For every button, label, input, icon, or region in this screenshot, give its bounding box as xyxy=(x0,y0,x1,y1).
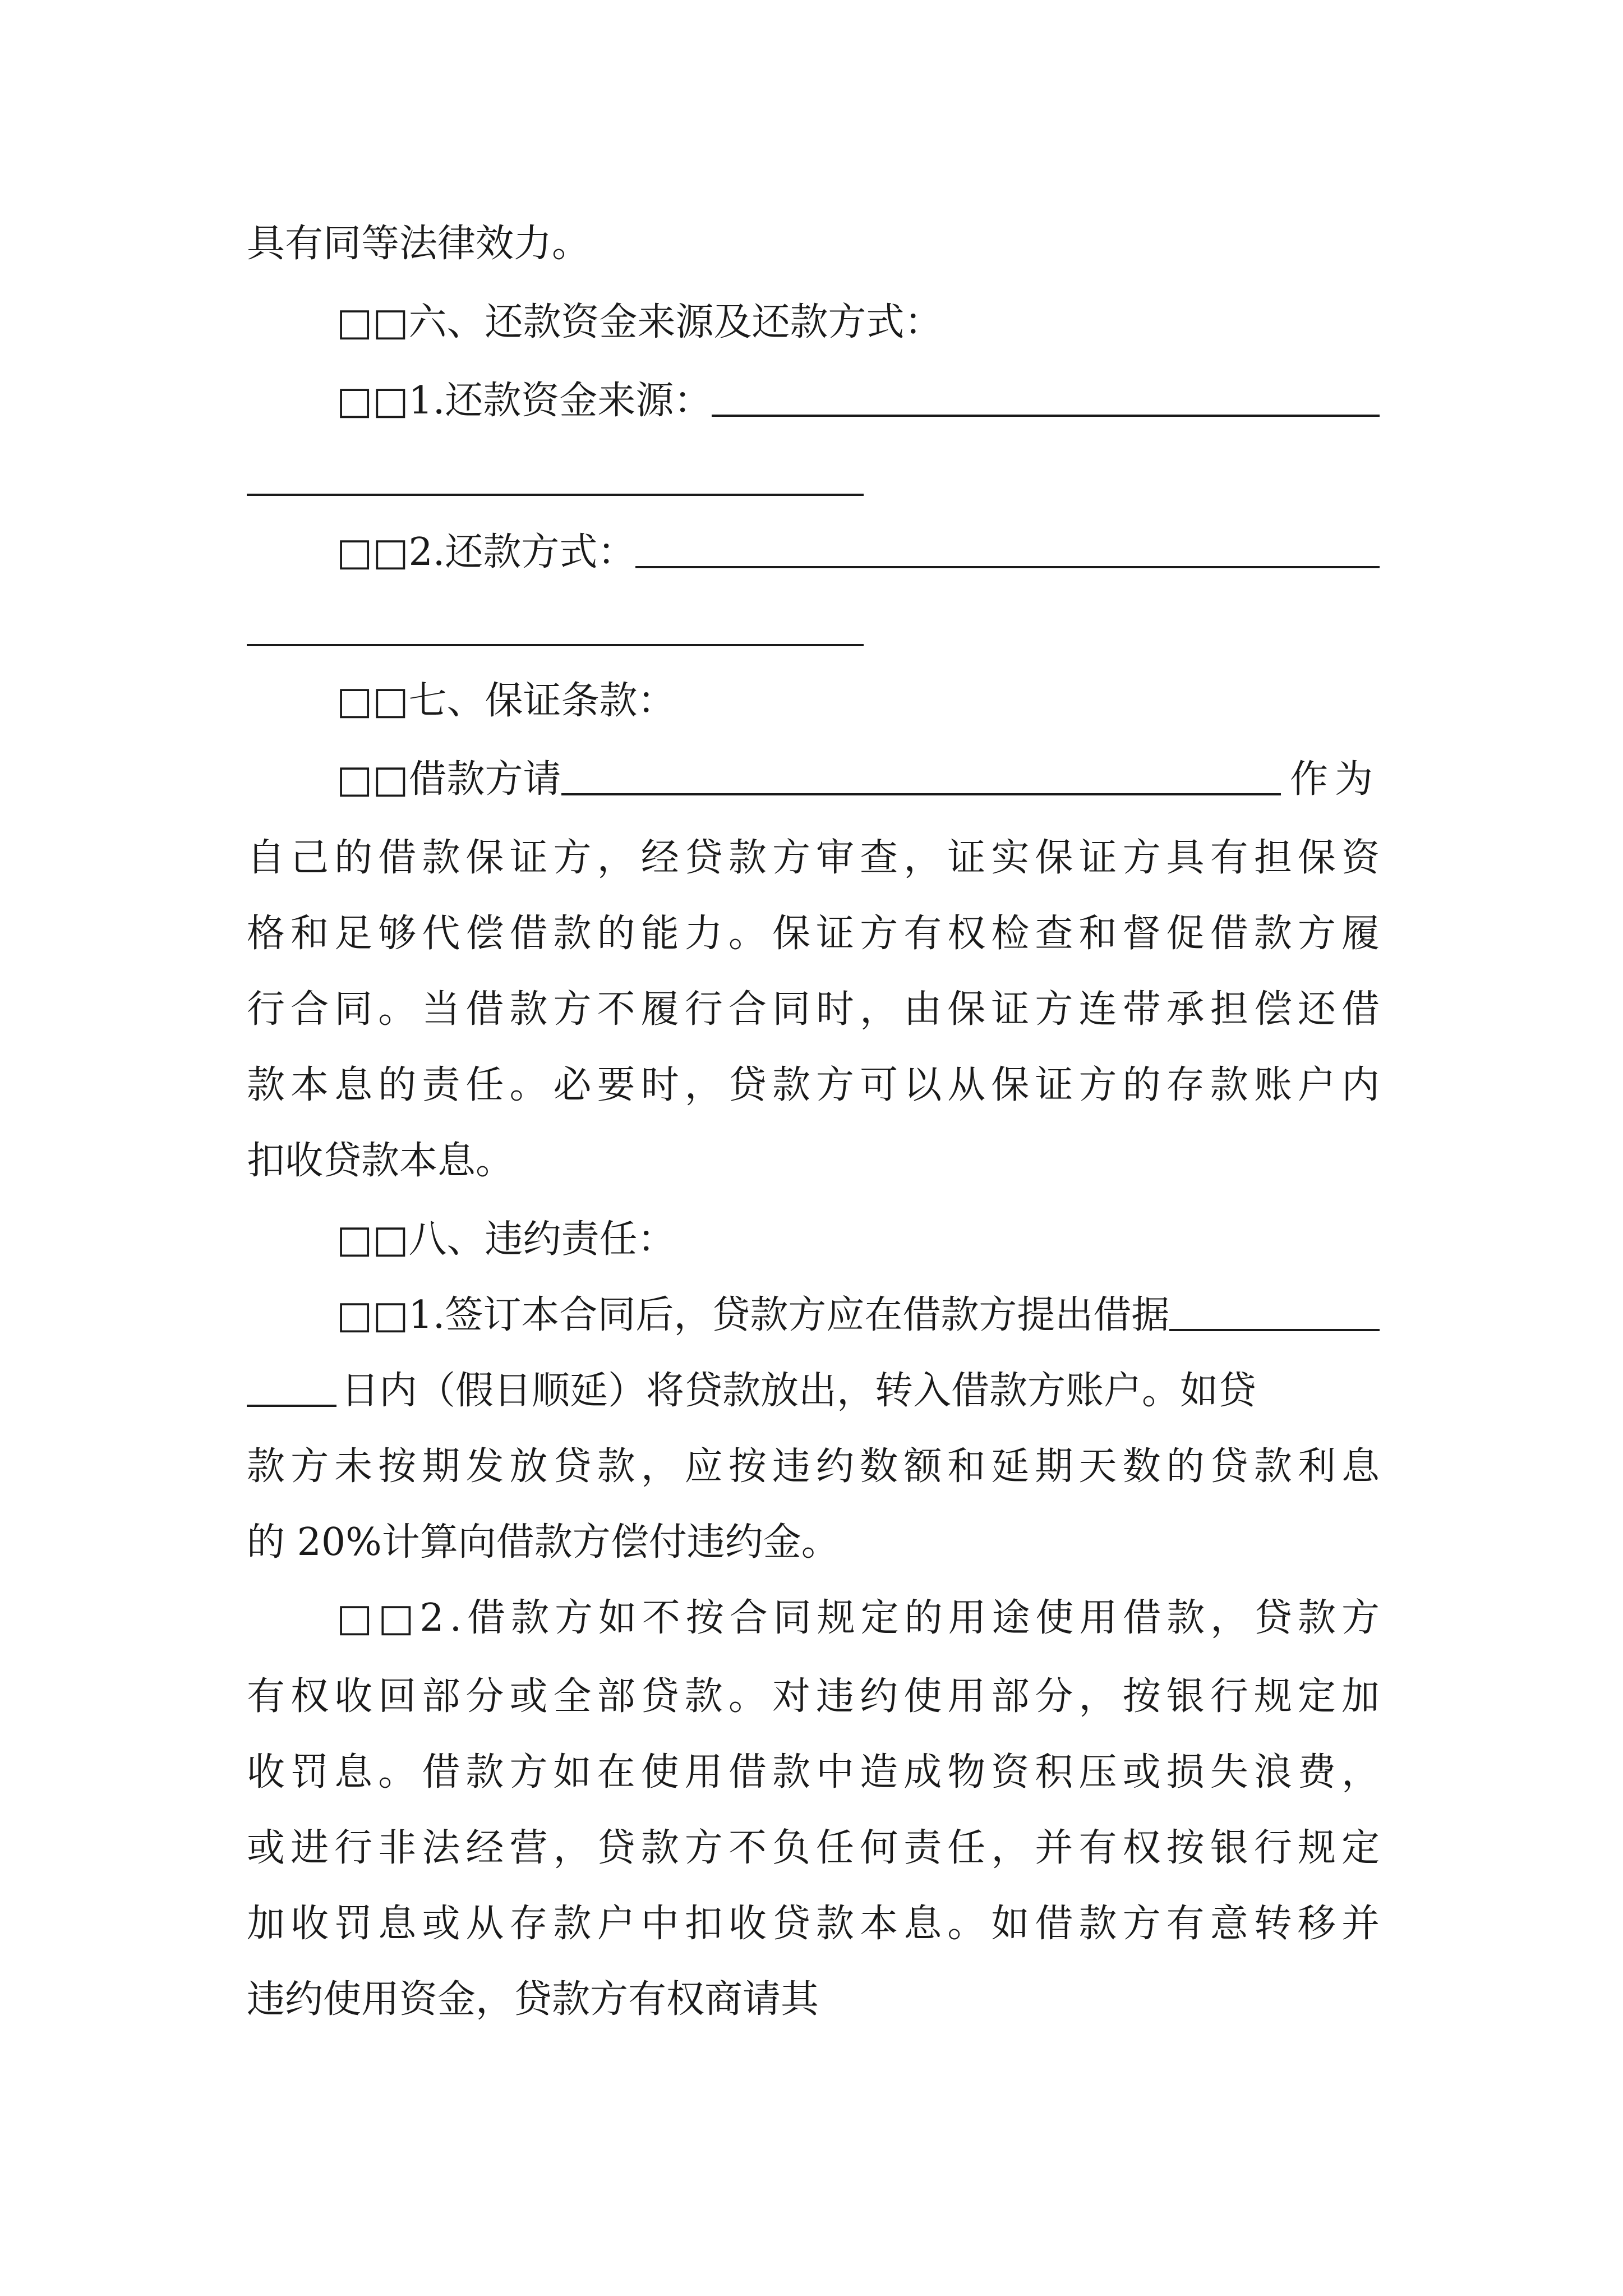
text-line: □□八、违约责任： xyxy=(336,1217,676,1262)
paragraph-line xyxy=(247,1896,1386,1952)
text-line: 款本息的责任。必要时，贷款方可以从保证方的存款账户内 xyxy=(247,1063,1386,1107)
text-line: 行合同。当借款方不履行合同时，由保证方连带承担偿还借 xyxy=(247,987,1386,1032)
repayment-method-label: □□2.还款方式： xyxy=(336,530,636,574)
text-line: 格和足够代偿借款的能力。保证方有权检查和督促借款方履 xyxy=(247,912,1386,956)
guarantor-line xyxy=(247,752,1380,808)
text-line: 具有同等法律效力。 xyxy=(247,222,591,266)
paragraph-line xyxy=(247,216,1380,272)
loan-release-line xyxy=(247,1287,1380,1343)
text-line: 自己的借款保证方，经贷款方审查，证实保证方具有担保资 xyxy=(247,836,1386,880)
paragraph-line xyxy=(247,1439,1386,1495)
text-line: 日内（假日顺延）将贷款放出，转入借款方账户。如贷 xyxy=(341,1369,1257,1413)
text-line: 违约使用资金，贷款方有权商请其 xyxy=(247,1977,819,2022)
repayment-method-line xyxy=(247,524,1380,581)
paragraph-line xyxy=(247,1133,1380,1189)
loan-release-days-blank xyxy=(1169,1287,1380,1331)
paragraph-line xyxy=(247,830,1386,886)
guarantor-blank xyxy=(561,752,1281,795)
paragraph-line xyxy=(247,982,1386,1038)
text-line: 或进行非法经营，贷款方不负任何责任，并有权按银行规定 xyxy=(247,1826,1386,1870)
paragraph-line xyxy=(247,1745,1386,1801)
document-page xyxy=(247,0,1386,2296)
text-line: 款方未按期发放贷款，应按违约数额和延期天数的贷款利息 xyxy=(247,1444,1386,1489)
paragraph-line xyxy=(247,906,1386,962)
guarantor-label-end: 作为 xyxy=(1289,757,1380,802)
text-line: 扣收贷款本息。 xyxy=(247,1139,514,1183)
paragraph-line xyxy=(247,1590,1385,1646)
text-line: 收罚息。借款方如在使用借款中造成物资积压或损失浪费， xyxy=(247,1750,1386,1795)
section-heading-7 xyxy=(247,673,1380,729)
repayment-source-label: □□1.还款资金来源： xyxy=(336,379,712,423)
text-line: □□六、还款资金来源及还款方式： xyxy=(336,300,943,344)
paragraph-line xyxy=(247,1972,1380,2028)
guarantor-label: □□借款方请 xyxy=(336,757,561,802)
text-line: 的 20%计算向借款方偿付违约金。 xyxy=(247,1520,840,1565)
paragraph-line xyxy=(247,1057,1386,1114)
repayment-source-blank xyxy=(712,373,1380,417)
paragraph-line xyxy=(247,1363,1380,1419)
loan-release-days-blank-continued xyxy=(247,1363,336,1407)
text-line: □□七、保证条款： xyxy=(336,679,676,723)
loan-release-label: □□1.签订本合同后，贷款方应在借款方提出借据 xyxy=(336,1293,1170,1337)
repayment-source-line xyxy=(247,373,1380,429)
text-line: 有权收回部分或全部贷款。对违约使用部分，按银行规定加 xyxy=(247,1674,1386,1719)
repayment-method-blank-continued xyxy=(247,644,864,646)
repayment-method-blank xyxy=(635,524,1380,568)
paragraph-line xyxy=(247,1515,1380,1571)
paragraph-line xyxy=(247,1669,1386,1725)
text-line: 加收罚息或从存款户中扣收贷款本息。如借款方有意转移并 xyxy=(247,1902,1386,1946)
section-heading-8 xyxy=(247,1212,1380,1268)
text-line: □□2.借款方如不按合同规定的用途使用借款，贷款方 xyxy=(336,1596,1385,1640)
repayment-source-blank-continued xyxy=(247,494,864,496)
section-heading-6 xyxy=(247,295,1380,351)
paragraph-line xyxy=(247,1820,1386,1876)
